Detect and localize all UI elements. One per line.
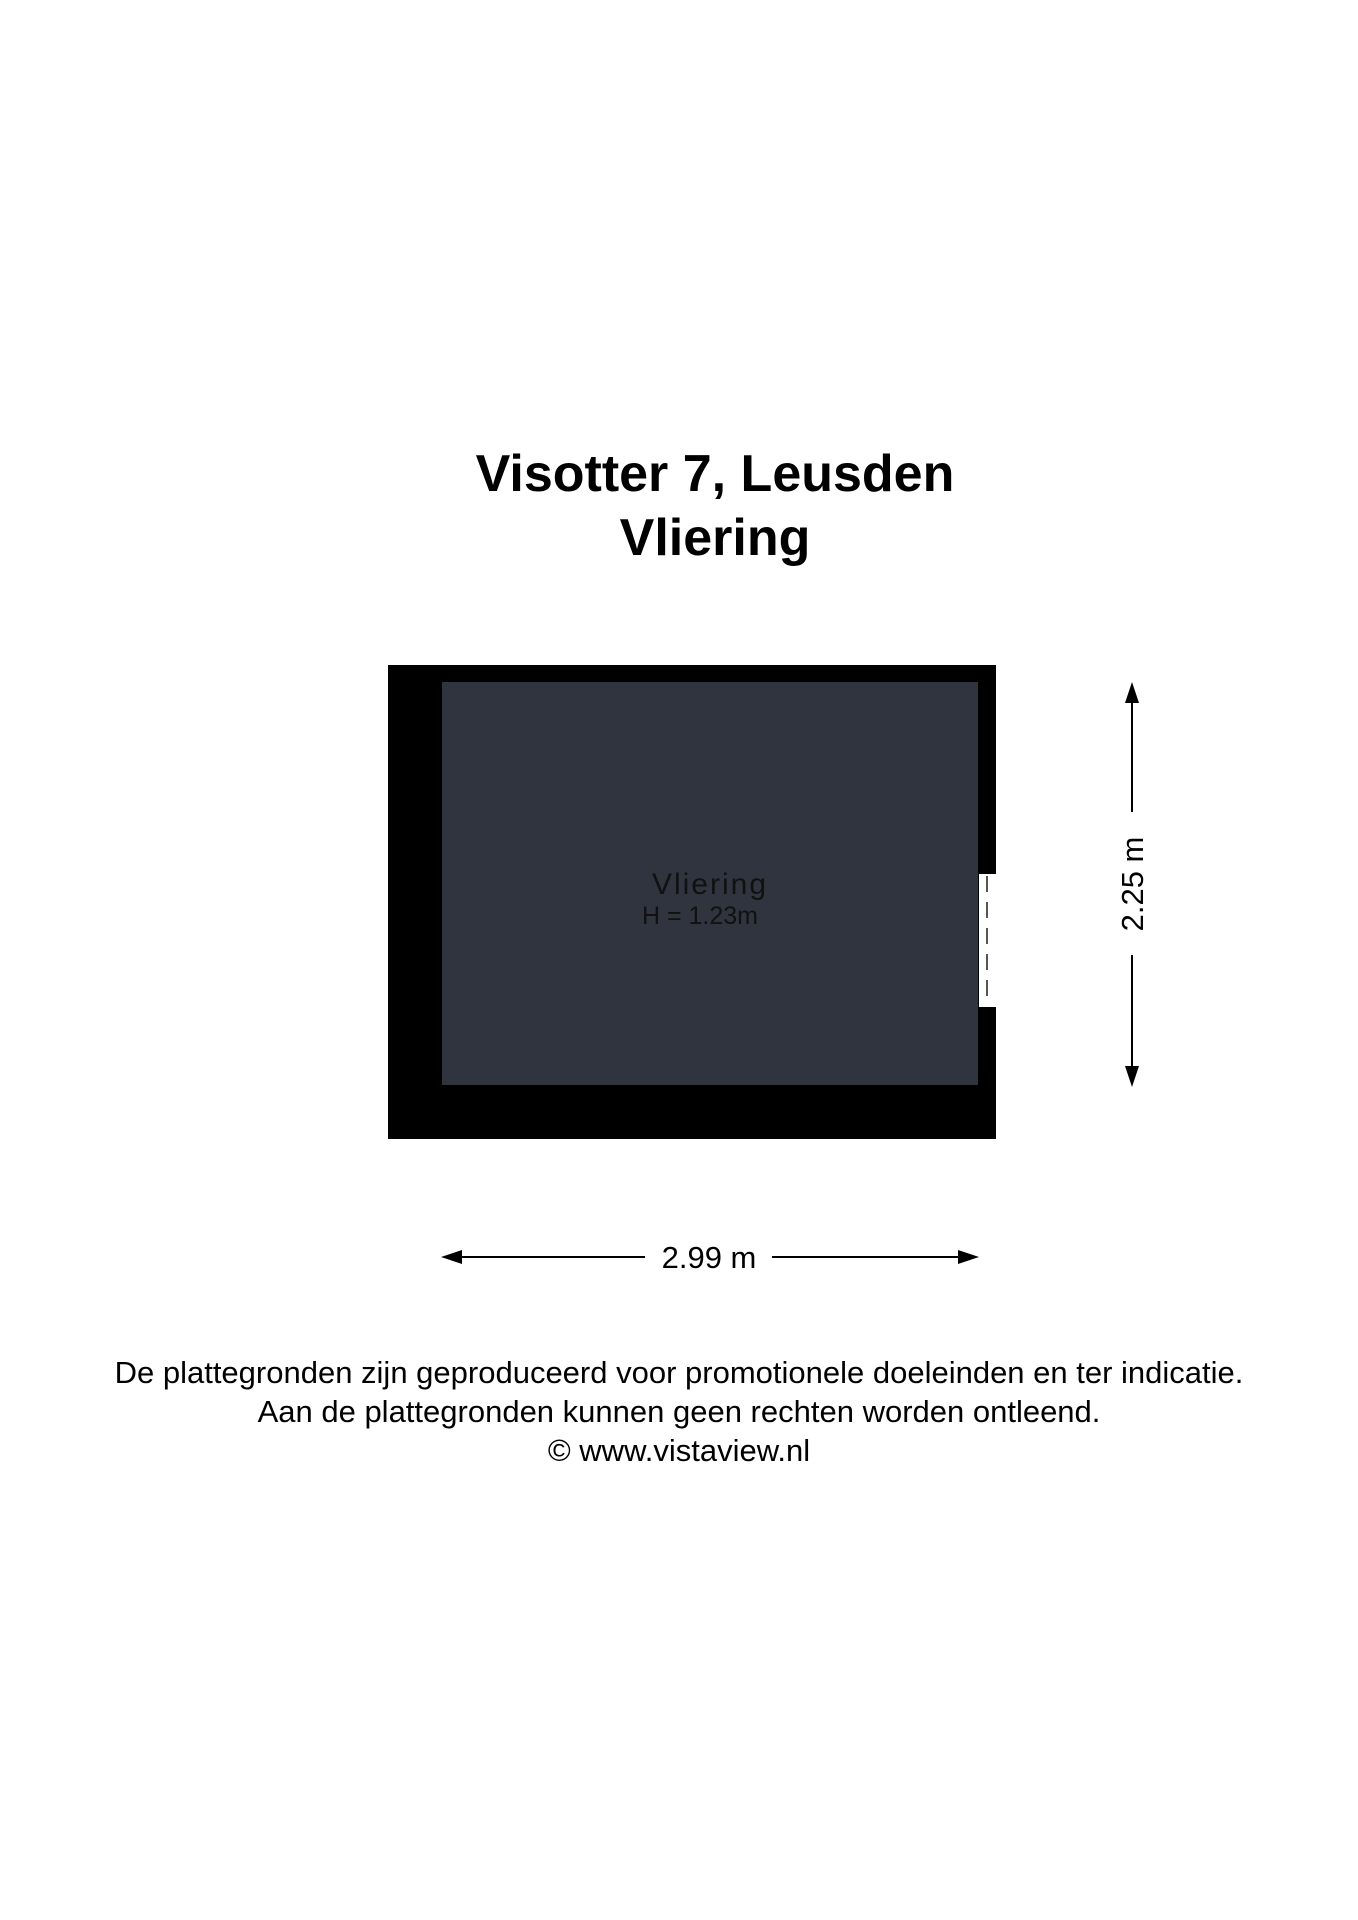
floor-title: Vliering: [619, 509, 811, 567]
room-height: H = 1.23m: [641, 902, 759, 930]
width-label: 2.99 m: [661, 1240, 757, 1275]
arrow-up-icon: [1125, 682, 1139, 703]
disclaimer-line-2: Aan de plattegronden kunnen geen rechten worden ontleend.: [257, 1394, 1101, 1429]
copyright: © www.vistaview.nl: [547, 1433, 811, 1468]
depth-dimension: [1115, 682, 1150, 1087]
disclaimer-line-1: De plattegronden zijn geproduceerd voor promotionele doeleinden en ter indicatie.: [114, 1355, 1244, 1390]
arrow-down-icon: [1125, 1066, 1139, 1087]
disclaimer: [0, 1353, 1358, 1470]
arrow-left-icon: [441, 1250, 462, 1264]
depth-label: 2.25 m: [1115, 836, 1150, 932]
address-title: Visotter 7, Leusden: [475, 445, 955, 503]
arrow-right-icon: [958, 1250, 979, 1264]
room-name: Vliering: [651, 868, 769, 901]
width-dimension: [441, 1240, 979, 1275]
